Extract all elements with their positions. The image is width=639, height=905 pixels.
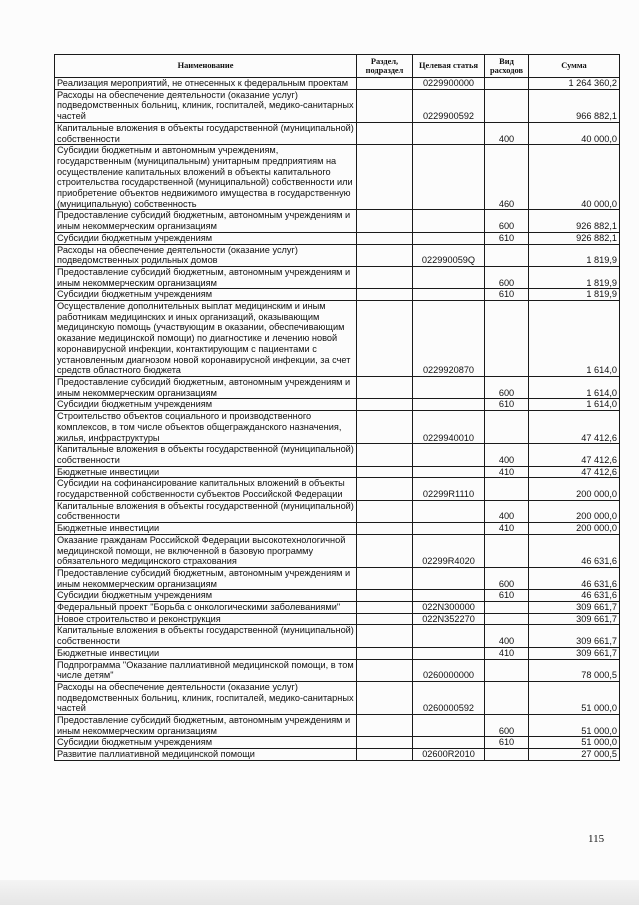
cell-sum: 51 000,0 (529, 737, 620, 749)
table-row (55, 232, 620, 244)
cell-name: Предоставление субсидий бюджетным, автономным учреждениям и иным некоммерческим организациям (55, 210, 357, 232)
cell-section (357, 602, 413, 614)
cell-section (357, 534, 413, 567)
cell-name: Федеральный проект "Борьба с онкологическими заболеваниями" (55, 602, 357, 614)
cell-section (357, 122, 413, 144)
cell-target: 02600R2010 (413, 749, 485, 761)
table-row (55, 376, 620, 398)
cell-kind (485, 659, 529, 681)
table-row (55, 478, 620, 500)
cell-kind: 400 (485, 500, 529, 522)
cell-name: Осуществление дополнительных выплат медицинским и иным работникам медицинских и иных организаций, оказывающим медицинскую помощь (участвующим в оказании, обеспечивающим оказание медицинской помощи) по диагностике и лечению новой коронавирусной инфекции, контактирующим с пациентами с установленным диагнозом новой коронавирусной инфекции, за счет средств областного бюджета (55, 301, 357, 377)
cell-target: 0229900592 (413, 89, 485, 122)
cell-sum: 966 882,1 (529, 89, 620, 122)
cell-kind: 610 (485, 590, 529, 602)
cell-target (413, 567, 485, 589)
cell-sum: 46 631,6 (529, 534, 620, 567)
cell-kind: 410 (485, 647, 529, 659)
table-row (55, 78, 620, 90)
table-row (55, 289, 620, 301)
cell-section (357, 444, 413, 466)
table-row (55, 145, 620, 210)
cell-sum: 47 412,6 (529, 444, 620, 466)
cell-kind (485, 613, 529, 625)
cell-target (413, 737, 485, 749)
cell-sum: 78 000,5 (529, 659, 620, 681)
table-row (55, 411, 620, 444)
cell-sum: 1 819,9 (529, 244, 620, 266)
cell-sum: 309 661,7 (529, 613, 620, 625)
cell-name: Капитальные вложения в объекты государственной (муниципальной) собственности (55, 500, 357, 522)
cell-sum: 309 661,7 (529, 625, 620, 647)
cell-name: Подпрограмма "Оказание паллиативной медицинской помощи, в том числе детям" (55, 659, 357, 681)
cell-kind (485, 301, 529, 377)
cell-sum: 309 661,7 (529, 647, 620, 659)
cell-target: 02299R1110 (413, 478, 485, 500)
cell-name: Предоставление субсидий бюджетным, автономным учреждениям и иным некоммерческим организациям (55, 715, 357, 737)
cell-sum: 47 412,6 (529, 466, 620, 478)
cell-kind: 610 (485, 399, 529, 411)
cell-section (357, 647, 413, 659)
cell-kind (485, 89, 529, 122)
cell-name: Предоставление субсидий бюджетным, автономным учреждениям и иным некоммерческим организациям (55, 567, 357, 589)
cell-target (413, 289, 485, 301)
cell-name: Предоставление субсидий бюджетным, автономным учреждениям и иным некоммерческим организациям (55, 376, 357, 398)
cell-section (357, 232, 413, 244)
cell-name: Субсидии бюджетным учреждениям (55, 232, 357, 244)
cell-kind: 600 (485, 567, 529, 589)
cell-name: Капитальные вложения в объекты государственной (муниципальной) собственности (55, 122, 357, 144)
table-row (55, 613, 620, 625)
page-number: 115 (588, 833, 605, 845)
table-row (55, 523, 620, 535)
cell-name: Бюджетные инвестиции (55, 647, 357, 659)
table-row (55, 301, 620, 377)
cell-sum: 40 000,0 (529, 122, 620, 144)
header-sum: Сумма (529, 55, 620, 78)
cell-sum: 1 614,0 (529, 376, 620, 398)
cell-target (413, 500, 485, 522)
cell-kind (485, 681, 529, 714)
table-row (55, 715, 620, 737)
cell-sum: 40 000,0 (529, 145, 620, 210)
table-row (55, 244, 620, 266)
cell-kind: 600 (485, 210, 529, 232)
cell-sum: 1 264 360,2 (529, 78, 620, 90)
cell-section (357, 500, 413, 522)
cell-name: Расходы на обеспечение деятельности (оказание услуг) подведомственных родильных домов (55, 244, 357, 266)
table-body (55, 78, 620, 761)
cell-section (357, 715, 413, 737)
cell-sum: 926 882,1 (529, 210, 620, 232)
cell-target: 022N300000 (413, 602, 485, 614)
table-row (55, 647, 620, 659)
cell-kind: 400 (485, 444, 529, 466)
table-row (55, 122, 620, 144)
cell-target (413, 266, 485, 288)
cell-target: 0229920870 (413, 301, 485, 377)
cell-kind (485, 602, 529, 614)
cell-target: 022N352270 (413, 613, 485, 625)
cell-target (413, 590, 485, 602)
cell-kind (485, 478, 529, 500)
cell-sum: 1 819,9 (529, 266, 620, 288)
table-row (55, 749, 620, 761)
cell-name: Бюджетные инвестиции (55, 523, 357, 535)
cell-sum: 200 000,0 (529, 523, 620, 535)
cell-kind (485, 749, 529, 761)
cell-sum: 200 000,0 (529, 478, 620, 500)
cell-kind: 600 (485, 715, 529, 737)
scan-edge (0, 880, 639, 905)
header-name: Наименование (55, 55, 357, 78)
cell-sum: 47 412,6 (529, 411, 620, 444)
table-row (55, 89, 620, 122)
cell-section (357, 289, 413, 301)
cell-sum: 46 631,6 (529, 590, 620, 602)
cell-kind: 610 (485, 232, 529, 244)
cell-target (413, 232, 485, 244)
cell-sum: 51 000,0 (529, 715, 620, 737)
table-row (55, 681, 620, 714)
cell-section (357, 376, 413, 398)
cell-target: 022990059Q (413, 244, 485, 266)
cell-target: 0229900000 (413, 78, 485, 90)
cell-kind: 400 (485, 625, 529, 647)
cell-section (357, 466, 413, 478)
cell-section (357, 737, 413, 749)
cell-target: 0229940010 (413, 411, 485, 444)
cell-kind: 600 (485, 266, 529, 288)
cell-target (413, 523, 485, 535)
cell-section (357, 749, 413, 761)
table-header-row (55, 55, 620, 78)
table-row (55, 567, 620, 589)
cell-name: Субсидии бюджетным учреждениям (55, 399, 357, 411)
cell-name: Субсидии бюджетным учреждениям (55, 590, 357, 602)
cell-section (357, 523, 413, 535)
cell-target (413, 399, 485, 411)
cell-section (357, 411, 413, 444)
cell-section (357, 210, 413, 232)
cell-target (413, 210, 485, 232)
cell-target (413, 466, 485, 478)
cell-section (357, 89, 413, 122)
cell-kind: 410 (485, 523, 529, 535)
cell-sum: 926 882,1 (529, 232, 620, 244)
cell-section (357, 145, 413, 210)
table-row (55, 500, 620, 522)
table-row (55, 659, 620, 681)
cell-name: Новое строительство и реконструкция (55, 613, 357, 625)
cell-sum: 51 000,0 (529, 681, 620, 714)
cell-section (357, 78, 413, 90)
header-kind: Вид расходов (485, 55, 529, 78)
table-row (55, 625, 620, 647)
cell-name: Капитальные вложения в объекты государственной (муниципальной) собственности (55, 444, 357, 466)
cell-sum: 27 000,5 (529, 749, 620, 761)
cell-kind: 600 (485, 376, 529, 398)
budget-table (54, 54, 620, 761)
table-row (55, 602, 620, 614)
cell-kind: 400 (485, 122, 529, 144)
cell-section (357, 681, 413, 714)
header-target: Целевая статья (413, 55, 485, 78)
cell-kind (485, 411, 529, 444)
cell-name: Субсидии бюджетным и автономным учреждениям, государственным (муниципальным) унитарным предприятиям на осуществление капитальных вложений в объекты капитального строительства государственной (муниципальной) собственности или приобретение объектов недвижимого имущества в государственную (муниципальную) собственность (55, 145, 357, 210)
cell-sum: 309 661,7 (529, 602, 620, 614)
cell-target (413, 122, 485, 144)
cell-section (357, 399, 413, 411)
cell-target (413, 376, 485, 398)
table-row (55, 534, 620, 567)
cell-name: Реализация мероприятий, не отнесенных к федеральным проектам (55, 78, 357, 90)
cell-name: Расходы на обеспечение деятельности (оказание услуг) подведомственных больниц, клиник, госпиталей, медико-санитарных частей (55, 89, 357, 122)
cell-target (413, 625, 485, 647)
cell-section (357, 266, 413, 288)
cell-name: Капитальные вложения в объекты государственной (муниципальной) собственности (55, 625, 357, 647)
table-row (55, 266, 620, 288)
cell-kind: 460 (485, 145, 529, 210)
cell-name: Субсидии на софинансирование капитальных вложений в объекты государственной собственности субъектов Российской Федерации (55, 478, 357, 500)
cell-section (357, 301, 413, 377)
table-row (55, 466, 620, 478)
cell-sum: 1 614,0 (529, 399, 620, 411)
table-row (55, 399, 620, 411)
cell-sum: 1 819,9 (529, 289, 620, 301)
cell-name: Расходы на обеспечение деятельности (оказание услуг) подведомственных больниц, клиник, госпиталей, медико-санитарных частей (55, 681, 357, 714)
cell-section (357, 567, 413, 589)
table-row (55, 590, 620, 602)
header-section: Раздел, подраздел (357, 55, 413, 78)
cell-target (413, 647, 485, 659)
cell-name: Оказание гражданам Российской Федерации высокотехнологичной медицинской помощи, не включенной в базовую программу обязательного медицинского страхования (55, 534, 357, 567)
cell-section (357, 659, 413, 681)
cell-section (357, 613, 413, 625)
cell-kind (485, 78, 529, 90)
cell-target: 02299R4020 (413, 534, 485, 567)
cell-name: Развитие паллиативной медицинской помощи (55, 749, 357, 761)
cell-target: 0260000592 (413, 681, 485, 714)
cell-section (357, 244, 413, 266)
table-row (55, 444, 620, 466)
table-row (55, 210, 620, 232)
cell-section (357, 590, 413, 602)
cell-name: Субсидии бюджетным учреждениям (55, 289, 357, 301)
cell-sum: 46 631,6 (529, 567, 620, 589)
cell-kind (485, 534, 529, 567)
cell-target: 0260000000 (413, 659, 485, 681)
cell-kind: 610 (485, 737, 529, 749)
cell-target (413, 444, 485, 466)
cell-target (413, 715, 485, 737)
cell-kind (485, 244, 529, 266)
cell-section (357, 478, 413, 500)
cell-name: Бюджетные инвестиции (55, 466, 357, 478)
cell-target (413, 145, 485, 210)
cell-sum: 1 614,0 (529, 301, 620, 377)
cell-name: Предоставление субсидий бюджетным, автономным учреждениям и иным некоммерческим организациям (55, 266, 357, 288)
cell-kind: 610 (485, 289, 529, 301)
cell-name: Строительство объектов социального и производственного комплексов, в том числе объектов общегражданского назначения, жилья, инфраструктуры (55, 411, 357, 444)
cell-name: Субсидии бюджетным учреждениям (55, 737, 357, 749)
cell-kind: 410 (485, 466, 529, 478)
cell-section (357, 625, 413, 647)
cell-sum: 200 000,0 (529, 500, 620, 522)
table-row (55, 737, 620, 749)
